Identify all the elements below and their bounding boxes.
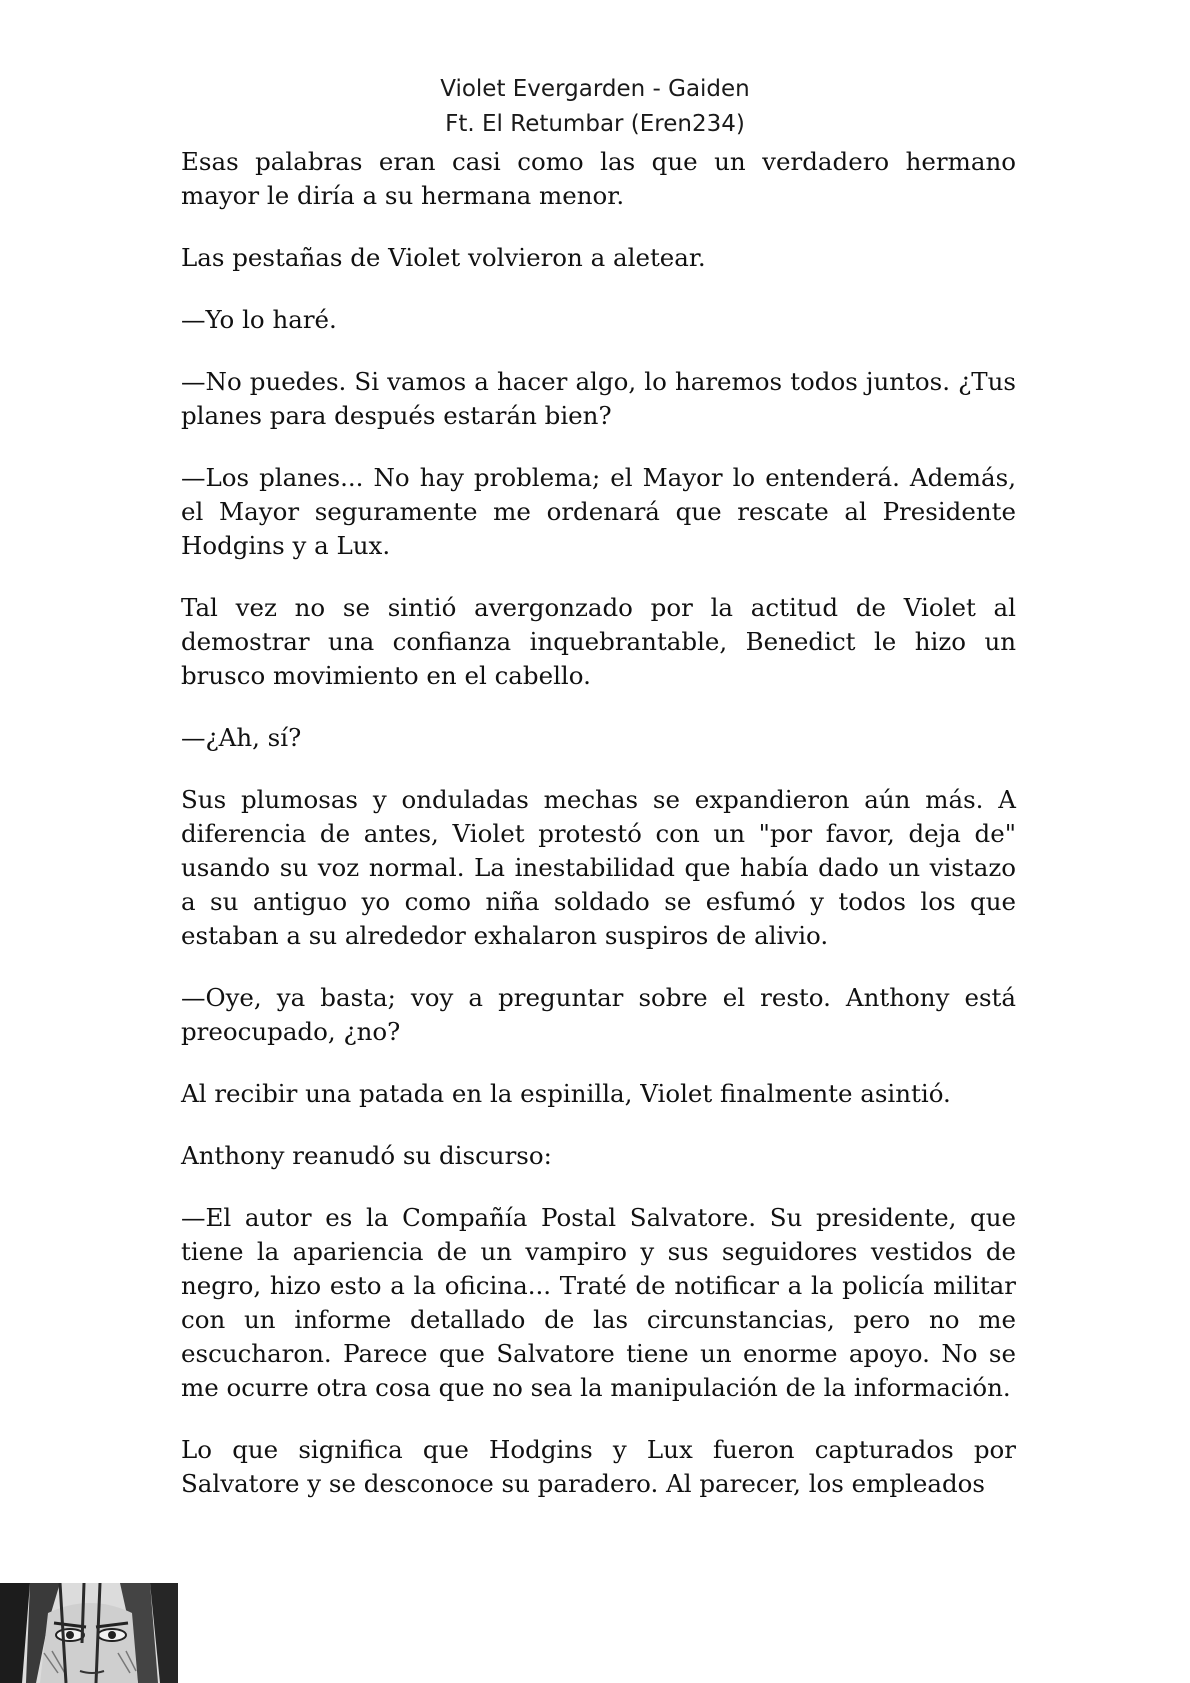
paragraph: —Oye, ya basta; voy a preguntar sobre el resto. Anthony está preocupado, ¿no?: [181, 983, 1016, 1046]
paragraph: —Yo lo haré.: [181, 305, 337, 334]
paragraph: —No puedes. Si vamos a hacer algo, lo haremos todos juntos. ¿Tus planes para después estarán bien?: [181, 367, 1016, 430]
corner-illustration: [0, 1583, 178, 1683]
page-body: [181, 145, 1016, 1529]
header-credit: Ft. El Retumbar (Eren234): [445, 111, 745, 137]
paragraph: Anthony reanudó su discurso:: [181, 1141, 552, 1170]
paragraph: Las pestañas de Violet volvieron a aletear.: [181, 243, 706, 272]
paragraph: Esas palabras eran casi como las que un verdadero hermano mayor le diría a su hermana menor.: [181, 147, 1016, 210]
manga-face-illustration: [0, 1583, 178, 1683]
paragraph: Sus plumosas y onduladas mechas se expandieron aún más. A diferencia de antes, Violet protestó con un "por favor, deja de" usando su voz normal. La inestabilidad que había dado un vistazo a su antiguo yo como niña soldado se esfumó y todos los que estaban a su alrededor exhalaron suspiros de alivio.: [181, 785, 1016, 950]
paragraph: Lo que significa que Hodgins y Lux fueron capturados por Salvatore y se desconoce su paradero. Al parecer, los empleados: [181, 1435, 1016, 1498]
paragraph: —Los planes... No hay problema; el Mayor lo entenderá. Además, el Mayor seguramente me ordenará que rescate al Presidente Hodgins y a Lux.: [181, 463, 1016, 560]
header-title: Violet Evergarden - Gaiden: [440, 76, 750, 102]
paragraph: —¿Ah, sí?: [181, 723, 302, 752]
paragraph: Tal vez no se sintió avergonzado por la actitud de Violet al demostrar una confianza inquebrantable, Benedict le hizo un brusco movimiento en el cabello.: [181, 593, 1016, 690]
page-header: [0, 72, 1190, 142]
paragraph: —El autor es la Compañía Postal Salvatore. Su presidente, que tiene la apariencia de un vampiro y sus seguidores vestidos de negro, hizo esto a la oficina... Traté de notificar a la policía militar con un informe detallado de las circunstancias, pero no me escucharon. Parece que Salvatore tiene un enorme apoyo. No se me ocurre otra cosa que no sea la manipulación de la información.: [181, 1203, 1016, 1402]
paragraph: Al recibir una patada en la espinilla, Violet finalmente asintió.: [181, 1079, 951, 1108]
